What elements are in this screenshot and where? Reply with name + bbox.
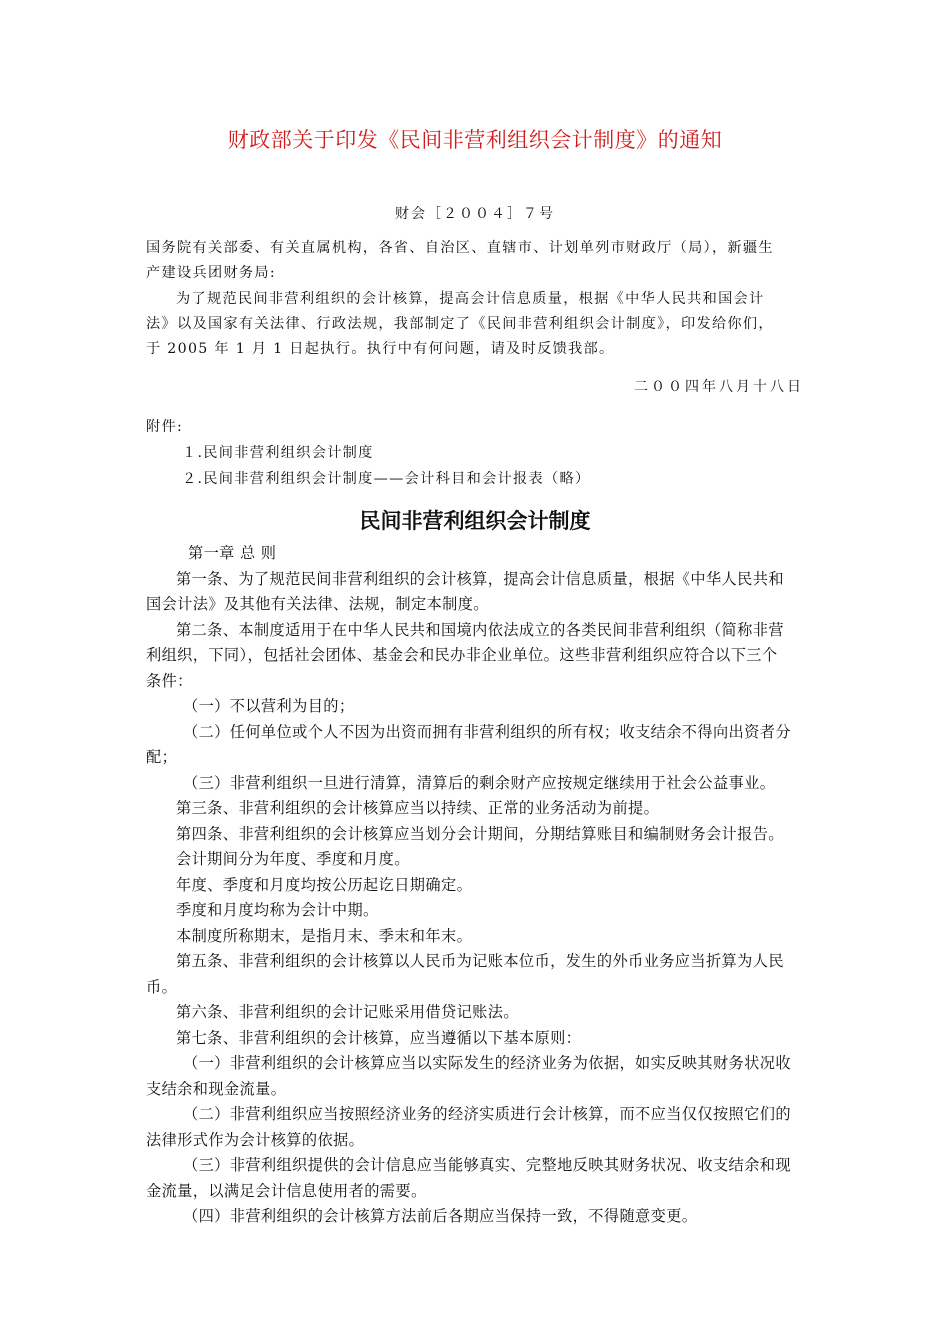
regulation-line: 第二条、本制度适用于在中华人民共和国境内依法成立的各类民间非营利组织（简称非营 [176, 621, 784, 639]
document-number: 财会［２００４］７号 [395, 206, 555, 222]
regulation-line: （一）不以营利为目的； [183, 697, 355, 715]
notice-title: 财政部关于印发《民间非营利组织会计制度》的通知 [227, 128, 723, 152]
notice-paragraph-line-1: 为了规范民间非营利组织的会计核算，提高会计信息质量，根据《中华人民共和国会计 [176, 291, 765, 307]
regulation-line: 国会计法》及其他有关法律、法规，制定本制度。 [146, 595, 489, 613]
regulation-line: 第四条、非营利组织的会计核算应当划分会计期间，分期结算账目和编制财务会计报告。 [176, 825, 784, 843]
regulation-line: 第一条、为了规范民间非营利组织的会计核算，提高会计信息质量，根据《中华人民共和 [176, 570, 784, 588]
regulation-line: 本制度所称期末，是指月末、季末和年末。 [176, 927, 473, 945]
regulation-line: 法律形式作为会计核算的依据。 [146, 1131, 365, 1149]
regulation-line: （三）非营利组织一旦进行清算，清算后的剩余财产应按规定继续用于社会公益事业。 [183, 774, 776, 792]
addressee-line-1: 国务院有关部委、有关直属机构，各省、自治区、直辖市、计划单列市财政厅（局），新疆生 [146, 240, 774, 256]
attachment-item-2: ２.民间非营利组织会计制度——会计科目和会计报表（略） [182, 471, 591, 487]
regulation-line: 配； [146, 748, 178, 766]
regulation-line: 金流量，以满足会计信息使用者的需要。 [146, 1182, 427, 1200]
notice-date: 二００四年八月十八日 [634, 379, 804, 395]
regulation-line: 会计期间分为年度、季度和月度。 [176, 850, 410, 868]
notice-paragraph-line-2: 法》以及国家有关法律、行政法规，我部制定了《民间非营利组织会计制度》，印发给你们， [146, 316, 774, 332]
regulation-line: 季度和月度均称为会计中期。 [176, 901, 379, 919]
regulation-title: 民间非营利组织会计制度 [359, 509, 591, 533]
attachment-item-1: １.民间非营利组织会计制度 [182, 445, 374, 461]
regulation-line: （二）非营利组织应当按照经济业务的经济实质进行会计核算，而不应当仅仅按照它们的 [183, 1105, 791, 1123]
regulation-line: （三）非营利组织提供的会计信息应当能够真实、完整地反映其财务状况、收支结余和现 [183, 1156, 791, 1174]
regulation-line: 支结余和现金流量。 [146, 1080, 287, 1098]
regulation-line: 第七条、非营利组织的会计核算，应当遵循以下基本原则： [176, 1029, 582, 1047]
regulation-line: 条件： [146, 672, 193, 690]
regulation-line: （二）任何单位或个人不因为出资而拥有非营利组织的所有权；收支结余不得向出资者分 [183, 723, 791, 741]
addressee-line-2: 产建设兵团财务局: [146, 265, 276, 281]
regulation-line: 第五条、非营利组织的会计核算以人民币为记账本位币，发生的外币业务应当折算为人民 [176, 952, 784, 970]
regulation-line: 利组织，下同），包括社会团体、基金会和民办非企业单位。这些非营利组织应符合以下三个 [146, 646, 778, 664]
regulation-line: 第六条、非营利组织的会计记账采用借贷记账法。 [176, 1003, 519, 1021]
regulation-line: （一）非营利组织的会计核算应当以实际发生的经济业务为依据，如实反映其财务状况收 [183, 1054, 791, 1072]
regulation-line: 第三条、非营利组织的会计核算应当以持续、正常的业务活动为前提。 [176, 799, 660, 817]
notice-paragraph-line-3: 于 2005 年 1 月 1 日起执行。执行中有何问题，请及时反馈我部。 [146, 341, 615, 357]
regulation-line: 年度、季度和月度均按公历起讫日期确定。 [176, 876, 473, 894]
regulation-line: 第一章 总 则 [188, 544, 277, 562]
regulation-line: 币。 [146, 978, 178, 996]
attachments-label: 附件: [146, 419, 184, 435]
regulation-line: （四）非营利组织的会计核算方法前后各期应当保持一致，不得随意变更。 [183, 1207, 698, 1225]
